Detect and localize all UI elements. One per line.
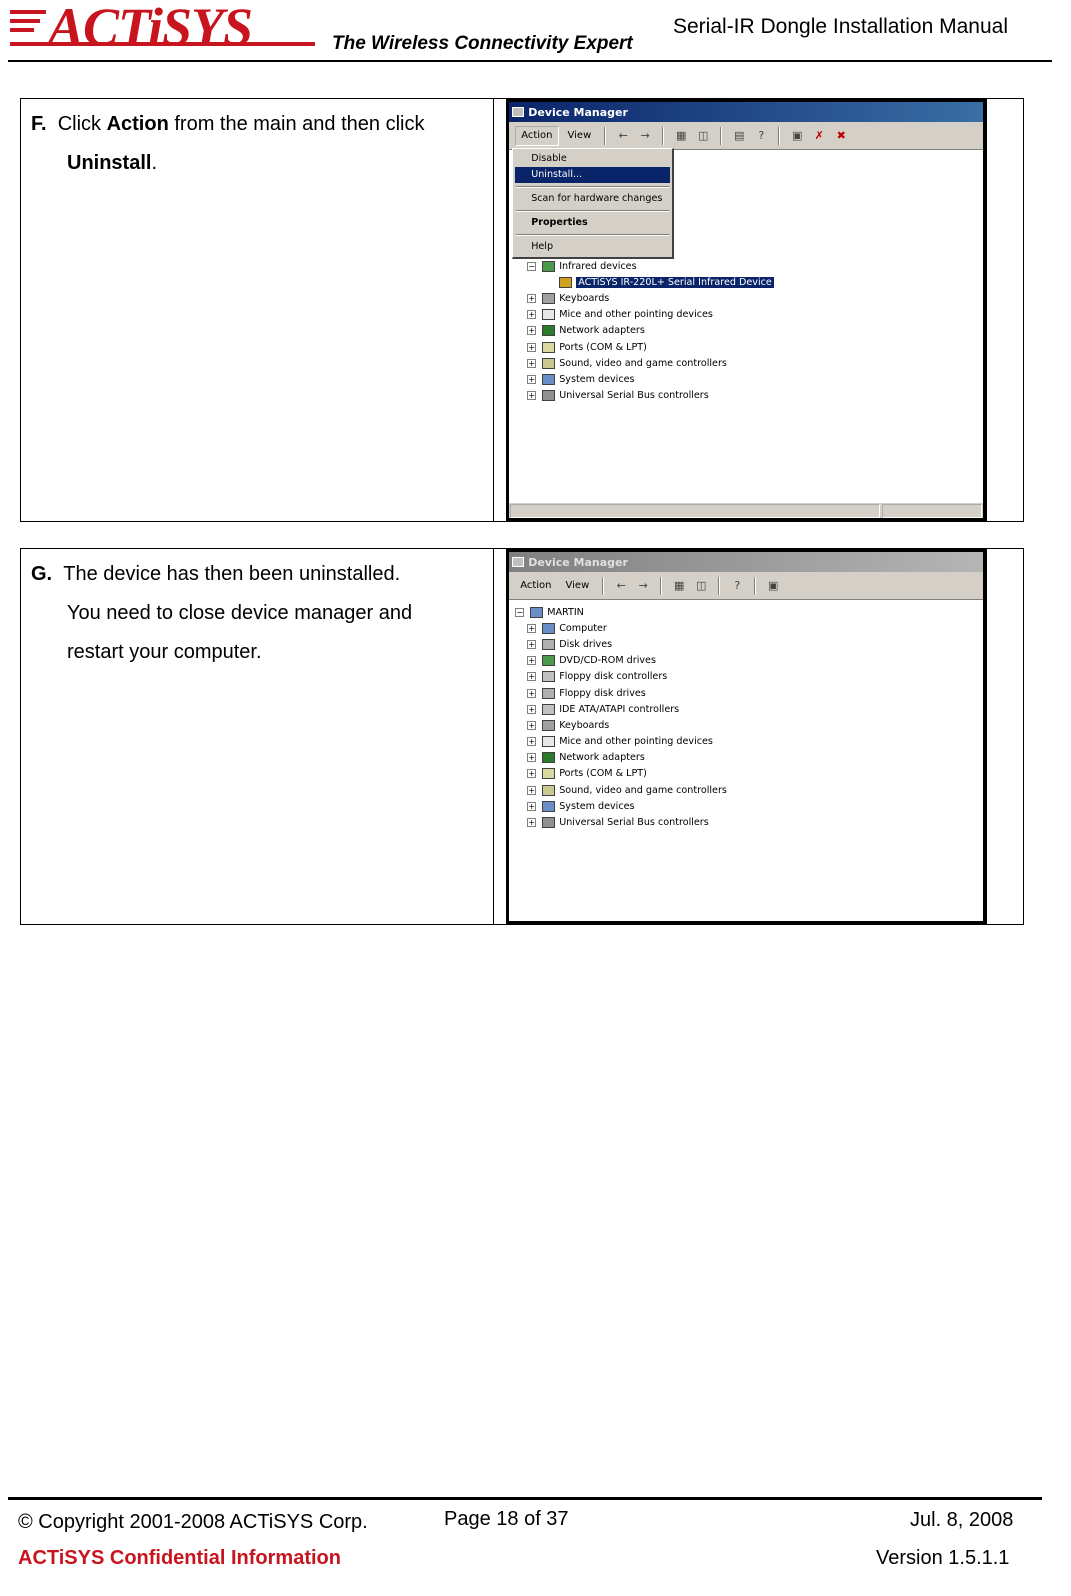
tree-node[interactable] [515,620,977,636]
tree-node[interactable] [515,814,977,830]
tree-label: Sound, video and game controllers [559,357,727,369]
tree-node[interactable] [515,750,977,766]
properties-icon[interactable]: ▤ [734,129,745,142]
tree-node-actisys-device[interactable] [515,274,977,290]
actisys-logo [10,0,320,57]
forward-arrow-icon[interactable]: → [640,129,650,142]
tree-node[interactable] [515,734,977,750]
device-manager-window-g [506,549,986,924]
version: Version 1.5.1.1 [876,1547,1010,1569]
tree-label: Universal Serial Bus controllers [559,817,709,829]
expand-icon[interactable]: + [528,688,536,698]
expand-icon[interactable]: + [528,358,536,368]
computer-icon [512,557,524,567]
tree-label: Mice and other pointing devices [559,736,713,748]
tree-node[interactable] [515,323,977,339]
back-arrow-icon[interactable]: ← [616,579,626,592]
expand-icon[interactable]: + [528,720,536,730]
step-g-text [21,549,494,925]
tree-label: Infrared devices [559,260,637,272]
up-folder-icon[interactable]: ▦ [676,129,687,142]
floppy-drive-icon [542,688,555,699]
tree-node-infrared[interactable] [515,258,977,274]
help-icon[interactable]: ? [734,579,741,592]
expand-icon[interactable]: + [528,391,536,401]
tree-label: Keyboards [559,292,610,304]
tree-node[interactable] [515,339,977,355]
toolbar-separator [754,577,756,595]
computer-icon [530,607,543,618]
toolbar-separator [662,127,664,145]
tree-label: Keyboards [559,719,610,731]
floppy-controller-icon [542,671,555,682]
port-icon [542,768,555,779]
expand-icon[interactable]: + [528,310,536,320]
step-f-letter: F. [31,113,47,135]
expand-icon[interactable]: + [528,374,536,384]
expand-icon[interactable]: + [528,818,536,828]
uninstall-device-icon[interactable]: ✖ [836,129,846,142]
tree-label: Network adapters [559,325,645,337]
step-f-mid: from the main and then click [168,113,425,135]
menu-properties[interactable]: Properties [531,217,588,228]
tree-node[interactable] [515,290,977,306]
page-number: Page 18 of 37 [444,1508,569,1530]
speaker-icon [542,785,555,796]
step-f-period: . [151,152,158,174]
window-title: Device Manager [528,555,628,569]
keyboard-icon [542,720,555,731]
toolbar-separator [602,577,604,595]
tree-node-root[interactable] [515,604,977,620]
forward-arrow-icon[interactable]: → [638,579,648,592]
network-adapter-icon [542,752,555,763]
date: Jul. 8, 2008 [910,1509,1014,1531]
step-g-screenshot-cell [494,549,987,925]
tree-label: Computer [559,622,607,634]
expand-icon[interactable]: + [528,785,536,795]
status-bar [509,502,983,518]
computer-icon [512,107,524,117]
expand-icon[interactable]: + [528,737,536,747]
step-f-text [21,99,494,522]
tree-node[interactable] [515,636,977,652]
back-arrow-icon[interactable]: ← [618,129,628,142]
tree-label-selected: ACTiSYS IR-220L+ Serial Infrared Device [578,276,772,288]
expand-icon[interactable]: + [528,672,536,682]
expand-icon[interactable]: + [528,753,536,763]
computer-icon [542,623,555,634]
tree-node[interactable] [515,782,977,798]
infrared-icon [542,261,555,272]
toolbar-separator [778,127,780,145]
step-g-table [20,548,1024,925]
toolbar-separator [718,577,720,595]
expand-icon[interactable]: + [528,342,536,352]
expand-icon[interactable]: + [528,769,536,779]
copyright: © Copyright 2001-2008 ACTiSYS Corp. [18,1511,368,1533]
status-pane [510,504,880,518]
menu-action[interactable]: Action [515,126,558,146]
tree-label: Mice and other pointing devices [559,309,713,321]
tree-node[interactable] [515,653,977,669]
keyboard-icon [542,293,555,304]
tree-label: Network adapters [559,752,645,764]
footer-rule [8,1497,1042,1500]
usb-icon [542,390,555,401]
usb-icon [542,817,555,828]
tree-label: Sound, video and game controllers [559,784,727,796]
scan-hardware-icon[interactable]: ▣ [768,579,779,592]
tree-node[interactable] [515,669,977,685]
tree-node[interactable] [515,388,977,404]
device-tree [509,600,983,835]
system-icon [542,374,555,385]
tree-node[interactable] [515,766,977,782]
tree-node[interactable] [515,798,977,814]
menu-disable[interactable]: Disable [531,153,567,164]
step-g-line2: You need to close device manager and [67,602,413,624]
show-hide-tree-icon[interactable]: ◫ [696,579,707,592]
tree-label: Ports (COM & LPT) [559,341,647,353]
network-adapter-icon [542,325,555,336]
step-f-pre: Click [57,113,107,135]
tree-label: MARTIN [547,606,584,618]
tree-label: DVD/CD-ROM drives [559,655,656,667]
tree-node[interactable] [515,717,977,733]
system-icon [542,801,555,812]
menu-scan-hardware[interactable]: Scan for hardware changes [531,193,663,204]
empty-cell [987,549,1024,925]
expand-icon[interactable]: + [528,704,536,714]
scan-hardware-icon[interactable]: ▣ [792,129,803,142]
ide-controller-icon [542,704,555,715]
confidential-label: ACTiSYS Confidential Information [18,1547,341,1569]
step-g-line3: restart your computer. [67,641,262,663]
window-title: Device Manager [528,105,628,119]
disable-device-icon[interactable]: ✗ [814,129,824,142]
step-f-table [20,98,1024,522]
device-manager-window-f [506,99,986,521]
cdrom-icon [542,655,555,666]
expand-icon[interactable]: + [528,801,536,811]
menu-separator [516,234,669,236]
window-titlebar [509,552,983,572]
port-icon [542,342,555,353]
collapse-icon[interactable]: − [516,607,524,617]
menu-separator [516,186,669,188]
collapse-icon[interactable]: − [528,261,536,271]
expand-icon[interactable]: + [528,656,536,666]
tree-node[interactable] [515,371,977,387]
menu-help[interactable]: Help [531,241,554,252]
menu-view[interactable]: View [565,579,590,591]
menu-view[interactable]: View [567,129,592,141]
step-f-screenshot-cell [494,99,987,522]
tree-label: System devices [559,373,635,385]
toolbar-separator [604,127,606,145]
expand-icon[interactable]: + [528,293,536,303]
window-titlebar [509,102,983,122]
step-f-action: Action [106,113,169,135]
menu-separator [516,210,669,212]
tree-node[interactable] [515,355,977,371]
expand-icon[interactable]: + [528,639,536,649]
tree-node[interactable] [515,701,977,717]
status-pane [882,504,982,518]
tree-label: Ports (COM & LPT) [559,768,647,780]
mouse-icon [542,309,555,320]
disk-drive-icon [542,639,555,650]
tree-label: Floppy disk drives [559,687,646,699]
speaker-icon [542,358,555,369]
tree-label: Disk drives [559,638,613,650]
toolbar-separator [660,577,662,595]
tagline: The Wireless Connectivity Expert [332,33,633,54]
toolbar-separator [720,127,722,145]
action-context-menu [512,148,674,259]
show-hide-tree-icon[interactable]: ◫ [698,129,709,142]
tree-label: Universal Serial Bus controllers [559,390,709,402]
toolbar [509,122,983,150]
header-rule [8,60,1052,62]
expand-icon[interactable]: + [528,623,536,633]
step-f-uninstall: Uninstall [67,152,152,174]
tree-label: Floppy disk controllers [559,671,668,683]
expand-icon[interactable]: + [528,326,536,336]
logo-text: ACTiSYS [48,0,253,57]
step-g-letter: G. [31,563,53,585]
help-icon[interactable]: ? [758,129,765,142]
toolbar [509,572,983,600]
mouse-icon [542,736,555,747]
empty-cell [987,99,1024,522]
infrared-device-icon [559,277,572,288]
document-title: Serial-IR Dongle Installation Manual [673,15,1009,38]
menu-action[interactable]: Action [520,579,552,591]
step-g-line1: The device has then been uninstalled. [63,563,401,585]
tree-node[interactable] [515,307,977,323]
tree-label: System devices [559,800,635,812]
tree-node[interactable] [515,685,977,701]
tree-label: IDE ATA/ATAPI controllers [559,703,680,715]
menu-uninstall[interactable]: Uninstall... [515,167,670,183]
up-folder-icon[interactable]: ▦ [674,579,685,592]
